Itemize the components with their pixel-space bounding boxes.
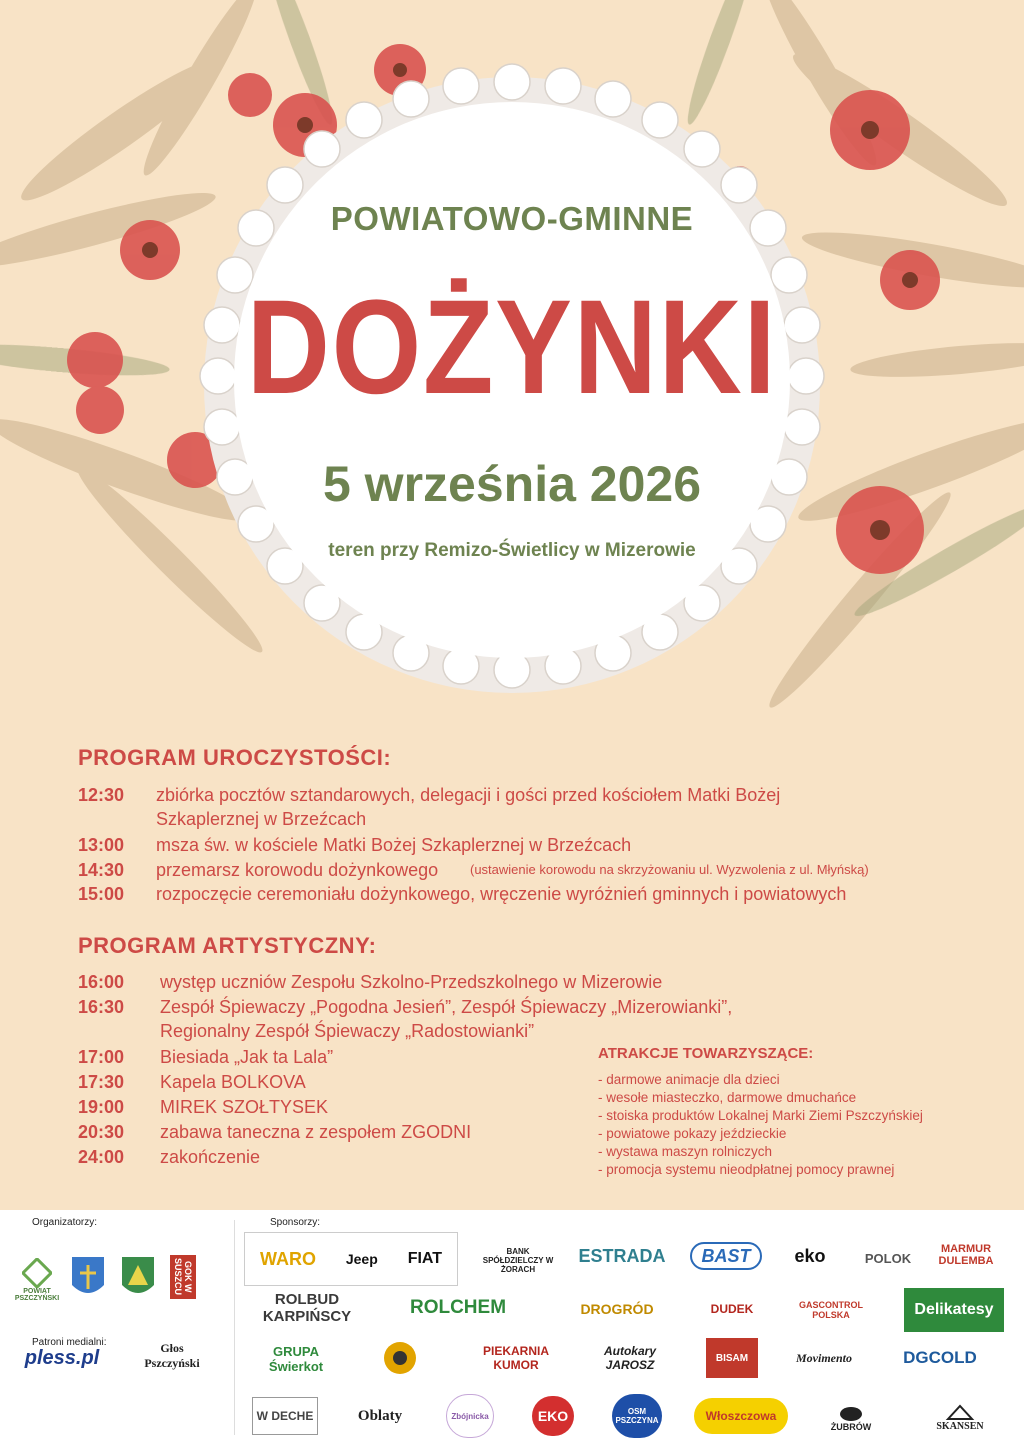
title-block <box>0 0 1024 700</box>
glos-name: Głos Pszczyński <box>144 1341 200 1370</box>
sponsor-kumor <box>470 1338 562 1378</box>
gok-logo <box>170 1255 196 1299</box>
sponsor-wdeche-name: W DECHE <box>256 1409 314 1423</box>
gok-name: GOK W SUSZCU <box>173 1258 193 1296</box>
program-row <box>78 1095 578 1119</box>
program-row <box>78 833 978 857</box>
sponsor-wloszczowa <box>694 1398 788 1434</box>
glos-pszczynski-logo <box>132 1338 212 1374</box>
sponsor-dudek <box>702 1292 762 1326</box>
program-text: MIREK SZOŁTYSEK <box>160 1097 329 1117</box>
sponsor-waro: WARO <box>259 1248 316 1269</box>
program-time: 17:30 <box>78 1072 125 1092</box>
sponsor-jarosz <box>598 1340 662 1376</box>
sponsor-skansen <box>922 1396 998 1438</box>
program-text: zbiórka pocztów sztandarowych, delegacji i gości przed kościołem Matki Bożej <box>156 785 781 805</box>
main-title: DOŻYNKI <box>246 273 778 422</box>
event-date: 5 września 2026 <box>322 456 702 512</box>
program-time: 15:00 <box>78 884 125 904</box>
sponsor-swierkot-name: GRUPA Świerkot <box>268 1344 324 1374</box>
media-label: Patroni medialni: <box>32 1337 107 1348</box>
sponsor-bast-name: BAST <box>701 1245 751 1266</box>
powiat-name: POWIAT PSZCZYŃSKI <box>14 1288 60 1302</box>
pless-name: pless.pl <box>24 1346 100 1369</box>
program-time: 16:00 <box>78 972 125 992</box>
attraction-item: - stoiska produktów Lokalnej Marki Ziemi Pszczyńskiej <box>598 1108 923 1123</box>
sponsor-swierkot <box>250 1343 342 1375</box>
program-text-continued: Regionalny Zespół Śpiewaczy „Radostowianki” <box>160 1021 535 1041</box>
program-row <box>78 1145 578 1169</box>
subtitle: POWIATOWO-GMINNE <box>330 200 694 237</box>
sponsor-osm-name: OSM PSZCZYNA <box>615 1407 659 1425</box>
sponsor-zubrow <box>818 1396 884 1438</box>
gmina-suszec-crest-icon <box>120 1255 156 1301</box>
sponsors-label: Sponsorzy: <box>270 1217 321 1228</box>
sponsor-skansen-name: SKANSEN <box>936 1420 984 1432</box>
program-text: msza św. w kościele Matki Bożej Szkaplerznej w Brzeźcach <box>156 835 632 855</box>
sponsor-dgcold-name: DGCOLD <box>903 1348 977 1367</box>
sponsor-polok-name: POLOK <box>864 1250 912 1266</box>
sponsor-bank-name: BANK SPÓŁDZIELCZY W ŻORACH <box>482 1246 554 1274</box>
sponsor-polok <box>858 1240 918 1276</box>
attraction-item: - darmowe animacje dla dzieci <box>598 1072 780 1087</box>
sponsor-osm <box>612 1394 662 1438</box>
program-time: 13:00 <box>78 835 125 855</box>
sponsor-estrada-name: ESTRADA <box>578 1245 666 1266</box>
sponsor-oblaty-name: Oblaty <box>357 1407 403 1424</box>
house-icon <box>945 1403 975 1421</box>
sponsor-marmur-name: MARMUR DULEMBA <box>938 1243 994 1267</box>
sponsor-rolchem <box>396 1292 520 1324</box>
ceremony-program-title: PROGRAM UROCZYSTOŚCI: <box>78 745 392 770</box>
program-text: Biesiada „Jak ta Lala” <box>160 1047 334 1067</box>
program-note: (ustawienie korowodu na skrzyżowaniu ul. Wyzwolenia z ul. Młyńską) <box>470 862 869 877</box>
attraction-item: - powiatowe pokazy jeździeckie <box>598 1126 787 1141</box>
sponsor-wloszczowa-name: Włoszczowa <box>705 1409 777 1423</box>
gmina-crest-icon <box>70 1255 106 1301</box>
sponsor-movimento-name: Movimento <box>796 1350 852 1365</box>
sponsor-dgcold <box>892 1340 988 1376</box>
sponsor-kumor-name: PIEKARNIA KUMOR <box>482 1344 549 1372</box>
sponsor-rolchem-name: ROLCHEM <box>409 1297 507 1318</box>
sponsor-drogrod-name: DROGRÓD <box>580 1301 654 1317</box>
sponsor-eko2 <box>532 1396 574 1436</box>
organizers-label: Organizatorzy: <box>32 1217 98 1228</box>
sponsor-wdeche <box>252 1397 318 1435</box>
footer <box>0 1210 1024 1447</box>
program-row <box>78 858 978 882</box>
program-time: 12:30 <box>78 785 125 805</box>
program-text: Kapela BOLKOVA <box>160 1072 306 1092</box>
program-text-continued: Szkaplerznej w Brzeźcach <box>156 809 367 829</box>
sponsor-bisam <box>706 1338 758 1378</box>
sponsor-zbojnicka <box>446 1394 494 1438</box>
sponsor-bisam-name: BISAM <box>715 1352 749 1364</box>
attractions-title: ATRAKCJE TOWARZYSZĄCE: <box>598 1045 814 1062</box>
attraction-item: - promocja systemu nieodpłatnej pomocy prawnej <box>598 1162 895 1177</box>
sponsor-mascot-icon <box>380 1338 420 1378</box>
program-time: 24:00 <box>78 1147 125 1167</box>
program-time: 19:00 <box>78 1097 125 1117</box>
program-text: zakończenie <box>160 1147 261 1167</box>
program-row <box>78 970 778 994</box>
sponsor-box <box>244 1232 458 1286</box>
sponsor-jarosz-name: Autokary JAROSZ <box>603 1344 656 1372</box>
sponsor-eko2-name: EKO <box>537 1408 569 1424</box>
sponsor-delikatesy-name: Delikatesy <box>914 1301 994 1318</box>
program-time: 16:30 <box>78 997 125 1017</box>
sponsor-fiat: FIAT <box>407 1250 443 1267</box>
program-row <box>78 995 778 1043</box>
program-time: 17:00 <box>78 1047 125 1067</box>
program-text: przemarsz korowodu dożynkowego <box>156 860 439 880</box>
program-row <box>78 1070 578 1094</box>
sponsor-delikatesy <box>904 1288 1004 1332</box>
bison-icon <box>838 1402 864 1422</box>
sponsor-rolbud <box>252 1292 362 1324</box>
sponsor-gascontrol-name: GASCONTROL POLSKA <box>799 1300 863 1320</box>
sponsor-jeep: Jeep <box>345 1251 378 1267</box>
attraction-item: - wystawa maszyn rolniczych <box>598 1144 773 1159</box>
sponsor-estrada <box>572 1242 672 1270</box>
attraction-item: - wesołe miasteczko, darmowe dmuchańce <box>598 1090 857 1105</box>
program-time: 20:30 <box>78 1122 125 1142</box>
sponsor-bast <box>690 1242 762 1270</box>
sponsor-movimento <box>786 1338 862 1378</box>
sponsor-rolbud-name: ROLBUD KARPIŃSCY <box>262 1291 352 1325</box>
program-text: rozpoczęcie ceremoniału dożynkowego, wręczenie wyróżnień gminnych i powiatowych <box>156 884 847 904</box>
program-text: występ uczniów Zespołu Szkolno-Przedszkolnego w Mizerowie <box>160 972 663 992</box>
sponsor-gascontrol <box>796 1290 866 1330</box>
program-time: 14:30 <box>78 860 125 880</box>
program-text: Zespół Śpiewaczy „Pogodna Jesień”, Zespół Śpiewaczy „Mizerowianki”, <box>160 997 733 1017</box>
powiat-emblem-icon <box>22 1258 52 1288</box>
program-row <box>78 882 978 906</box>
sponsor-zbojnicka-name: Zbójnicka <box>451 1411 489 1421</box>
sponsor-eko <box>780 1242 840 1270</box>
sponsor-oblaty <box>350 1400 410 1432</box>
divider <box>234 1220 235 1435</box>
sponsor-marmur <box>924 1240 1008 1270</box>
sponsor-eko-name: eko <box>794 1245 826 1266</box>
program-row <box>78 1120 578 1144</box>
sponsor-drogrod <box>572 1294 662 1324</box>
pless-logo <box>16 1343 108 1373</box>
program-row <box>78 783 978 831</box>
event-venue: teren przy Remizo-Świetlicy w Mizerowie <box>328 540 696 561</box>
sponsor-dudek-name: DUDEK <box>710 1302 754 1316</box>
sponsor-zubrow-name: ŻUBRÓW <box>830 1422 872 1432</box>
sponsor-bank <box>478 1238 558 1282</box>
powiat-pszczynski-logo <box>12 1250 62 1310</box>
program-row <box>78 1045 578 1069</box>
artistic-program-title: PROGRAM ARTYSTYCZNY: <box>78 933 377 958</box>
program-text: zabawa taneczna z zespołem ZGODNI <box>160 1122 472 1142</box>
